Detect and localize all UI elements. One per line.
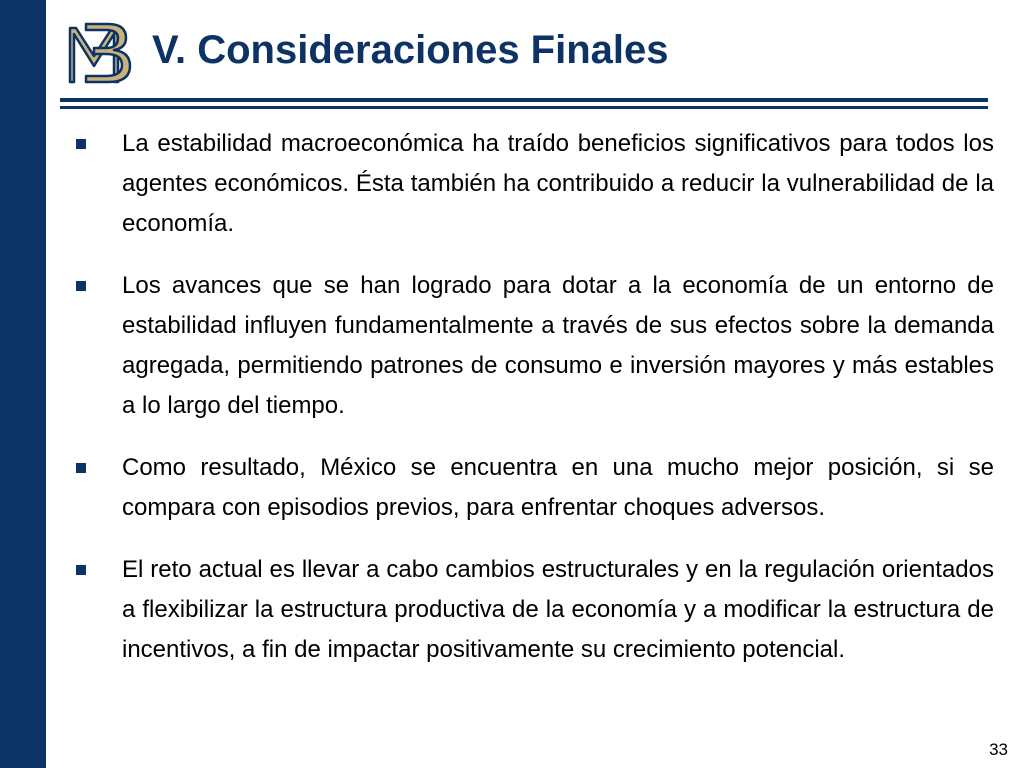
bullet-text: Como resultado, México se encuentra en una mucho mejor posición, si se compara con episodios previos, para enfrentar choques adversos. — [122, 454, 994, 521]
bullet-list — [72, 124, 994, 692]
bm-logo-icon — [64, 16, 136, 88]
square-bullet-icon — [76, 463, 86, 473]
slide-title: V. Consideraciones Finales — [152, 28, 669, 72]
bullet-item — [72, 448, 994, 528]
square-bullet-icon — [76, 281, 86, 291]
bullet-item — [72, 266, 994, 426]
left-accent-band — [0, 0, 46, 768]
title-rule-bottom — [60, 106, 988, 109]
square-bullet-icon — [76, 565, 86, 575]
page-number: 33 — [989, 740, 1008, 759]
title-rule-top — [60, 98, 988, 102]
bullet-text: El reto actual es llevar a cabo cambios estructurales y en la regulación orientados a flexibilizar la estructura productiva de la economía y a modificar la estructura de incentivos, a fin de impactar positivamente su crecimiento potencial. — [122, 556, 994, 663]
square-bullet-icon — [76, 139, 86, 149]
bullet-text: La estabilidad macroeconómica ha traído beneficios significativos para todos los agentes económicos. Ésta también ha contribuido a reducir la vulnerabilidad de la economía. — [122, 130, 994, 237]
bullet-item — [72, 124, 994, 244]
bullet-text: Los avances que se han logrado para dotar a la economía de un entorno de estabilidad influyen fundamentalmente a través de sus efectos sobre la demanda agregada, permitiendo patrones de consumo e inversión mayores y más estables a lo largo del tiempo. — [122, 272, 994, 419]
bullet-item — [72, 550, 994, 670]
